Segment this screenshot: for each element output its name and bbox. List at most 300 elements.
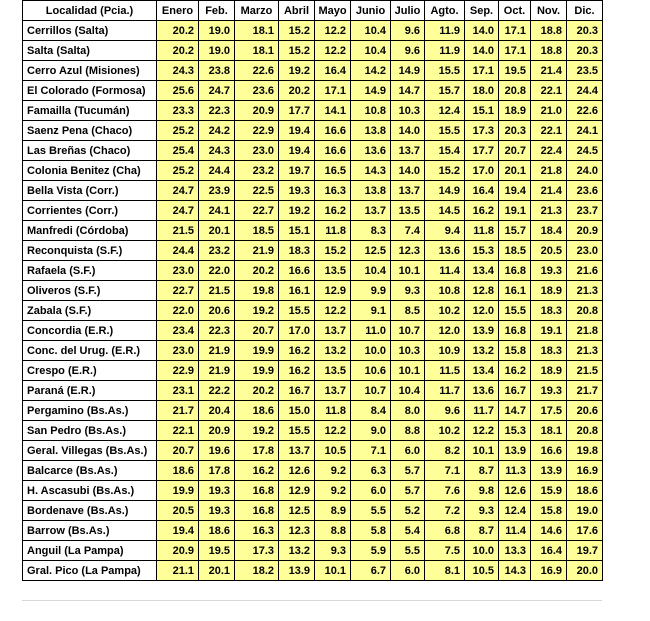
temperature-cell: 24.3	[157, 61, 199, 81]
temperature-cell: 15.9	[531, 481, 567, 501]
temperature-cell: 13.9	[531, 461, 567, 481]
temperature-cell: 12.2	[315, 21, 351, 41]
temperature-cell: 19.7	[567, 541, 603, 561]
temperature-cell: 24.4	[199, 161, 235, 181]
header-month: Dic.	[567, 1, 603, 21]
temperature-cell: 16.8	[499, 321, 531, 341]
temperature-cell: 19.4	[157, 521, 199, 541]
temperature-cell: 18.1	[531, 421, 567, 441]
temperature-cell: 10.2	[425, 421, 465, 441]
temperature-cell: 10.4	[391, 381, 425, 401]
temperature-cell: 15.1	[279, 221, 315, 241]
temperature-cell: 16.2	[465, 201, 499, 221]
location-cell: Saenz Pena (Chaco)	[23, 121, 157, 141]
location-cell: Famailla (Tucumán)	[23, 101, 157, 121]
temperature-cell: 15.5	[425, 61, 465, 81]
location-cell: Rafaela (S.F.)	[23, 261, 157, 281]
temperature-cell: 14.3	[499, 561, 531, 581]
temperature-cell: 6.3	[351, 461, 391, 481]
table-row	[23, 41, 603, 61]
temperature-cell: 16.2	[499, 361, 531, 381]
temperature-cell: 19.3	[531, 381, 567, 401]
temperature-cell: 16.2	[235, 461, 279, 481]
location-cell: Corrientes (Corr.)	[23, 201, 157, 221]
temperature-cell: 12.6	[279, 461, 315, 481]
temperature-cell: 22.5	[235, 181, 279, 201]
temperature-cell: 15.8	[499, 341, 531, 361]
location-cell: Crespo (E.R.)	[23, 361, 157, 381]
temperature-cell: 13.4	[465, 261, 499, 281]
temperature-cell: 5.9	[351, 541, 391, 561]
temperature-cell: 19.4	[279, 141, 315, 161]
temperature-cell: 19.0	[567, 501, 603, 521]
location-cell: Barrow (Bs.As.)	[23, 521, 157, 541]
temperature-cell: 15.2	[279, 21, 315, 41]
temperature-cell: 20.3	[567, 21, 603, 41]
temperature-cell: 17.5	[531, 401, 567, 421]
table-row	[23, 61, 603, 81]
temperature-cell: 20.9	[199, 421, 235, 441]
temperature-cell: 22.1	[531, 121, 567, 141]
temperature-cell: 24.7	[157, 201, 199, 221]
temperature-cell: 6.0	[391, 561, 425, 581]
temperature-cell: 24.7	[157, 181, 199, 201]
temperature-cell: 12.3	[279, 521, 315, 541]
temperature-cell: 14.6	[531, 521, 567, 541]
temperature-cell: 19.5	[199, 541, 235, 561]
temperature-cell: 15.5	[279, 301, 315, 321]
temperature-cell: 10.5	[465, 561, 499, 581]
temperature-cell: 18.3	[279, 241, 315, 261]
temperature-cell: 20.3	[499, 121, 531, 141]
temperature-cell: 11.8	[315, 221, 351, 241]
temperature-cell: 18.8	[531, 21, 567, 41]
header-month: Nov.	[531, 1, 567, 21]
temperature-cell: 15.1	[465, 101, 499, 121]
temperature-cell: 18.9	[531, 361, 567, 381]
temperature-cell: 23.0	[235, 141, 279, 161]
temperature-cell: 15.4	[425, 141, 465, 161]
temperature-cell: 17.1	[499, 21, 531, 41]
temperature-cell: 13.6	[351, 141, 391, 161]
temperature-cell: 11.4	[499, 521, 531, 541]
temperature-cell: 14.3	[351, 161, 391, 181]
temperature-cell: 22.4	[531, 141, 567, 161]
header-month: Enero	[157, 1, 199, 21]
temperature-cell: 16.2	[315, 201, 351, 221]
temperature-cell: 12.8	[465, 281, 499, 301]
temperature-cell: 18.8	[531, 41, 567, 61]
temperature-cell: 19.8	[235, 281, 279, 301]
table-row	[23, 361, 603, 381]
location-cell: Bordenave (Bs.As.)	[23, 501, 157, 521]
temperature-cell: 12.2	[465, 421, 499, 441]
location-cell: Oliveros (S.F.)	[23, 281, 157, 301]
temperature-cell: 15.2	[279, 41, 315, 61]
table-row	[23, 521, 603, 541]
temperature-cell: 25.2	[157, 161, 199, 181]
temperature-cell: 7.1	[351, 441, 391, 461]
table-row	[23, 541, 603, 561]
temperature-cell: 23.2	[235, 161, 279, 181]
temperature-cell: 15.5	[499, 301, 531, 321]
temperature-cell: 11.9	[425, 21, 465, 41]
temperature-cell: 12.5	[279, 501, 315, 521]
temperature-cell: 16.4	[531, 541, 567, 561]
header-month: Mayo	[315, 1, 351, 21]
temperature-cell: 13.3	[499, 541, 531, 561]
temperature-cell: 5.7	[391, 461, 425, 481]
temperature-cell: 19.9	[235, 361, 279, 381]
temperature-cell: 13.6	[465, 381, 499, 401]
temperature-cell: 20.3	[567, 41, 603, 61]
temperature-cell: 21.9	[199, 361, 235, 381]
temperature-cell: 13.8	[351, 181, 391, 201]
temperature-cell: 11.8	[315, 401, 351, 421]
temperature-cell: 10.3	[391, 101, 425, 121]
temperature-cell: 19.6	[199, 441, 235, 461]
temperature-cell: 9.0	[351, 421, 391, 441]
temperature-cell: 12.2	[315, 421, 351, 441]
temperature-cell: 16.9	[531, 561, 567, 581]
temperature-cell: 17.8	[199, 461, 235, 481]
temperature-cell: 17.7	[465, 141, 499, 161]
temperature-cell: 23.5	[567, 61, 603, 81]
temperature-cell: 22.0	[157, 301, 199, 321]
temperature-cell: 21.1	[157, 561, 199, 581]
temperature-cell: 15.7	[425, 81, 465, 101]
temperature-cell: 22.9	[157, 361, 199, 381]
temperature-cell: 17.1	[465, 61, 499, 81]
temperature-cell: 18.6	[567, 481, 603, 501]
temperature-cell: 22.3	[199, 321, 235, 341]
temperature-cell: 20.2	[235, 381, 279, 401]
temperature-cell: 10.4	[351, 21, 391, 41]
location-cell: Salta (Salta)	[23, 41, 157, 61]
table-body	[23, 21, 603, 581]
temperature-cell: 19.2	[279, 61, 315, 81]
header-month: Agto.	[425, 1, 465, 21]
temperature-cell: 7.4	[391, 221, 425, 241]
location-cell: Bella Vista (Corr.)	[23, 181, 157, 201]
temperature-cell: 21.7	[567, 381, 603, 401]
temperature-cell: 13.2	[315, 341, 351, 361]
temperature-cell: 12.9	[279, 481, 315, 501]
temperature-cell: 7.5	[425, 541, 465, 561]
temperature-cell: 8.7	[465, 461, 499, 481]
temperature-cell: 19.2	[279, 201, 315, 221]
temperature-cell: 13.7	[315, 381, 351, 401]
temperature-cell: 13.7	[391, 141, 425, 161]
temperature-cell: 21.5	[199, 281, 235, 301]
temperature-cell: 12.6	[499, 481, 531, 501]
temperature-cell: 22.7	[157, 281, 199, 301]
temperature-cell: 13.7	[279, 441, 315, 461]
temperature-cell: 7.1	[425, 461, 465, 481]
temperature-cell: 21.9	[235, 241, 279, 261]
temperature-cell: 22.7	[235, 201, 279, 221]
temperature-cell: 18.5	[235, 221, 279, 241]
temperature-cell: 9.6	[425, 401, 465, 421]
temperature-cell: 21.3	[531, 201, 567, 221]
temperature-cell: 16.7	[499, 381, 531, 401]
temperature-cell: 18.6	[157, 461, 199, 481]
temperature-cell: 20.6	[199, 301, 235, 321]
temperature-cell: 11.8	[465, 221, 499, 241]
temperature-cell: 23.2	[199, 241, 235, 261]
temperature-cell: 17.3	[235, 541, 279, 561]
temperature-cell: 7.6	[425, 481, 465, 501]
temperature-cell: 13.8	[351, 121, 391, 141]
temperature-cell: 13.7	[315, 321, 351, 341]
temperature-cell: 20.0	[567, 561, 603, 581]
temperature-cell: 21.4	[531, 61, 567, 81]
temperature-cell: 19.2	[235, 301, 279, 321]
temperature-cell: 5.7	[391, 481, 425, 501]
temperature-cell: 11.7	[465, 401, 499, 421]
header-month: Abril	[279, 1, 315, 21]
table-row	[23, 261, 603, 281]
temperature-cell: 5.2	[391, 501, 425, 521]
temperature-cell: 19.3	[279, 181, 315, 201]
temperature-cell: 10.5	[315, 441, 351, 461]
temperature-cell: 20.1	[199, 221, 235, 241]
temperature-cell: 9.2	[315, 461, 351, 481]
temperature-cell: 20.2	[157, 21, 199, 41]
temperature-cell: 17.3	[465, 121, 499, 141]
temperature-cell: 20.8	[567, 301, 603, 321]
temperature-cell: 13.9	[499, 441, 531, 461]
temperature-cell: 9.6	[391, 41, 425, 61]
temperature-cell: 23.7	[567, 201, 603, 221]
temperature-cell: 16.8	[499, 261, 531, 281]
temperature-cell: 10.8	[425, 281, 465, 301]
temperature-cell: 16.1	[279, 281, 315, 301]
temperature-cell: 23.4	[157, 321, 199, 341]
table-row	[23, 181, 603, 201]
header-month: Oct.	[499, 1, 531, 21]
temperature-cell: 9.3	[391, 281, 425, 301]
temperature-cell: 20.2	[279, 81, 315, 101]
temperature-cell: 9.3	[315, 541, 351, 561]
header-row	[23, 1, 603, 21]
temperature-cell: 13.6	[425, 241, 465, 261]
temperature-cell: 15.8	[531, 501, 567, 521]
temperature-cell: 17.6	[567, 521, 603, 541]
temperature-cell: 21.5	[157, 221, 199, 241]
temperature-cell: 22.0	[199, 261, 235, 281]
temperature-cell: 13.2	[465, 341, 499, 361]
temperature-cell: 14.2	[351, 61, 391, 81]
temperature-cell: 16.7	[279, 381, 315, 401]
temperature-cell: 20.8	[499, 81, 531, 101]
location-cell: Reconquista (S.F.)	[23, 241, 157, 261]
temperature-cell: 16.2	[279, 361, 315, 381]
temperature-cell: 19.5	[499, 61, 531, 81]
temperature-cell: 23.0	[157, 261, 199, 281]
temperature-cell: 13.2	[279, 541, 315, 561]
table-row	[23, 221, 603, 241]
location-cell: Cerrillos (Salta)	[23, 21, 157, 41]
temperature-cell: 22.6	[567, 101, 603, 121]
table-row	[23, 81, 603, 101]
temperature-cell: 25.6	[157, 81, 199, 101]
temperature-cell: 15.2	[315, 241, 351, 261]
temperature-cell: 5.8	[351, 521, 391, 541]
temperature-cell: 13.7	[391, 181, 425, 201]
temperature-cell: 19.3	[199, 481, 235, 501]
temperature-cell: 20.5	[531, 241, 567, 261]
temperature-cell: 25.2	[157, 121, 199, 141]
temperature-cell: 23.1	[157, 381, 199, 401]
temperature-cell: 18.6	[199, 521, 235, 541]
temperature-cell: 21.5	[567, 361, 603, 381]
temperature-cell: 23.3	[157, 101, 199, 121]
temperature-cell: 22.2	[199, 381, 235, 401]
location-cell: Pergamino (Bs.As.)	[23, 401, 157, 421]
header-month: Julio	[391, 1, 425, 21]
temperature-cell: 20.6	[567, 401, 603, 421]
temperature-cell: 16.6	[315, 121, 351, 141]
temperature-cell: 5.5	[351, 501, 391, 521]
table-row	[23, 341, 603, 361]
temperature-cell: 14.5	[425, 201, 465, 221]
header-month: Sep.	[465, 1, 499, 21]
temperature-cell: 19.2	[235, 421, 279, 441]
temperature-cell: 17.1	[499, 41, 531, 61]
temperature-cell: 13.9	[465, 321, 499, 341]
table-row	[23, 241, 603, 261]
temperature-cell: 15.5	[279, 421, 315, 441]
temperature-cell: 18.9	[499, 101, 531, 121]
temperature-cell: 13.4	[465, 361, 499, 381]
temperature-cell: 19.0	[199, 21, 235, 41]
temperature-cell: 8.7	[465, 521, 499, 541]
temperature-cell: 16.6	[279, 261, 315, 281]
temperature-cell: 11.5	[425, 361, 465, 381]
temperature-cell: 24.5	[567, 141, 603, 161]
temperature-cell: 15.3	[499, 421, 531, 441]
temperature-cell: 11.3	[499, 461, 531, 481]
temperature-cell: 9.8	[465, 481, 499, 501]
location-cell: Zabala (S.F.)	[23, 301, 157, 321]
temperature-cell: 20.9	[567, 221, 603, 241]
temperature-cell: 16.1	[499, 281, 531, 301]
location-cell: Manfredi (Córdoba)	[23, 221, 157, 241]
temperature-cell: 20.9	[235, 101, 279, 121]
temperature-cell: 20.2	[235, 261, 279, 281]
header-location: Localidad (Pcia.)	[23, 1, 157, 21]
temperature-cell: 11.0	[351, 321, 391, 341]
temperature-cell: 18.2	[235, 561, 279, 581]
temperature-table	[22, 0, 603, 581]
temperature-cell: 14.0	[391, 161, 425, 181]
temperature-cell: 13.5	[391, 201, 425, 221]
temperature-cell: 23.0	[157, 341, 199, 361]
temperature-cell: 8.1	[425, 561, 465, 581]
temperature-cell: 17.7	[279, 101, 315, 121]
temperature-cell: 9.9	[351, 281, 391, 301]
temperature-cell: 19.4	[279, 121, 315, 141]
temperature-cell: 14.7	[499, 401, 531, 421]
table-row	[23, 481, 603, 501]
temperature-cell: 23.0	[567, 241, 603, 261]
table-row	[23, 161, 603, 181]
location-cell: Balcarce (Bs.As.)	[23, 461, 157, 481]
temperature-cell: 22.9	[235, 121, 279, 141]
temperature-cell: 18.4	[531, 221, 567, 241]
temperature-cell: 10.0	[465, 541, 499, 561]
temperature-cell: 20.7	[235, 321, 279, 341]
temperature-cell: 14.7	[391, 81, 425, 101]
temperature-cell: 17.8	[235, 441, 279, 461]
temperature-cell: 21.8	[567, 321, 603, 341]
temperature-cell: 8.3	[351, 221, 391, 241]
temperature-cell: 21.9	[199, 341, 235, 361]
temperature-cell: 12.4	[499, 501, 531, 521]
table-row	[23, 421, 603, 441]
location-cell: Anguil (La Pampa)	[23, 541, 157, 561]
temperature-cell: 15.7	[499, 221, 531, 241]
temperature-cell: 25.4	[157, 141, 199, 161]
temperature-cell: 20.4	[199, 401, 235, 421]
temperature-cell: 22.1	[531, 81, 567, 101]
temperature-cell: 12.2	[315, 301, 351, 321]
temperature-cell: 16.3	[315, 181, 351, 201]
temperature-cell: 19.1	[499, 201, 531, 221]
temperature-cell: 24.1	[567, 121, 603, 141]
temperature-cell: 11.4	[425, 261, 465, 281]
temperature-cell: 10.8	[351, 101, 391, 121]
table-row	[23, 501, 603, 521]
temperature-cell: 15.0	[279, 401, 315, 421]
temperature-cell: 23.8	[199, 61, 235, 81]
temperature-cell: 10.0	[351, 341, 391, 361]
table-row	[23, 101, 603, 121]
temperature-cell: 12.3	[391, 241, 425, 261]
temperature-cell: 8.4	[351, 401, 391, 421]
temperature-cell: 9.2	[315, 481, 351, 501]
table-row	[23, 561, 603, 581]
temperature-cell: 16.9	[567, 461, 603, 481]
table-row	[23, 401, 603, 421]
temperature-cell: 20.8	[567, 421, 603, 441]
temperature-cell: 21.6	[567, 261, 603, 281]
temperature-cell: 21.3	[567, 281, 603, 301]
table-row	[23, 461, 603, 481]
temperature-cell: 18.3	[531, 301, 567, 321]
temperature-cell: 19.8	[567, 441, 603, 461]
temperature-cell: 16.4	[465, 181, 499, 201]
temperature-cell: 10.1	[465, 441, 499, 461]
temperature-cell: 18.9	[531, 281, 567, 301]
table-row	[23, 21, 603, 41]
temperature-cell: 20.9	[157, 541, 199, 561]
bottom-divider	[22, 600, 602, 601]
temperature-cell: 14.0	[391, 121, 425, 141]
temperature-cell: 10.1	[391, 361, 425, 381]
temperature-cell: 14.1	[315, 101, 351, 121]
temperature-cell: 19.7	[279, 161, 315, 181]
temperature-cell: 12.4	[425, 101, 465, 121]
temperature-cell: 20.7	[157, 441, 199, 461]
temperature-cell: 19.1	[531, 321, 567, 341]
temperature-cell: 12.2	[315, 41, 351, 61]
temperature-cell: 16.3	[235, 521, 279, 541]
temperature-cell: 8.0	[391, 401, 425, 421]
temperature-cell: 18.1	[235, 21, 279, 41]
temperature-cell: 11.7	[425, 381, 465, 401]
